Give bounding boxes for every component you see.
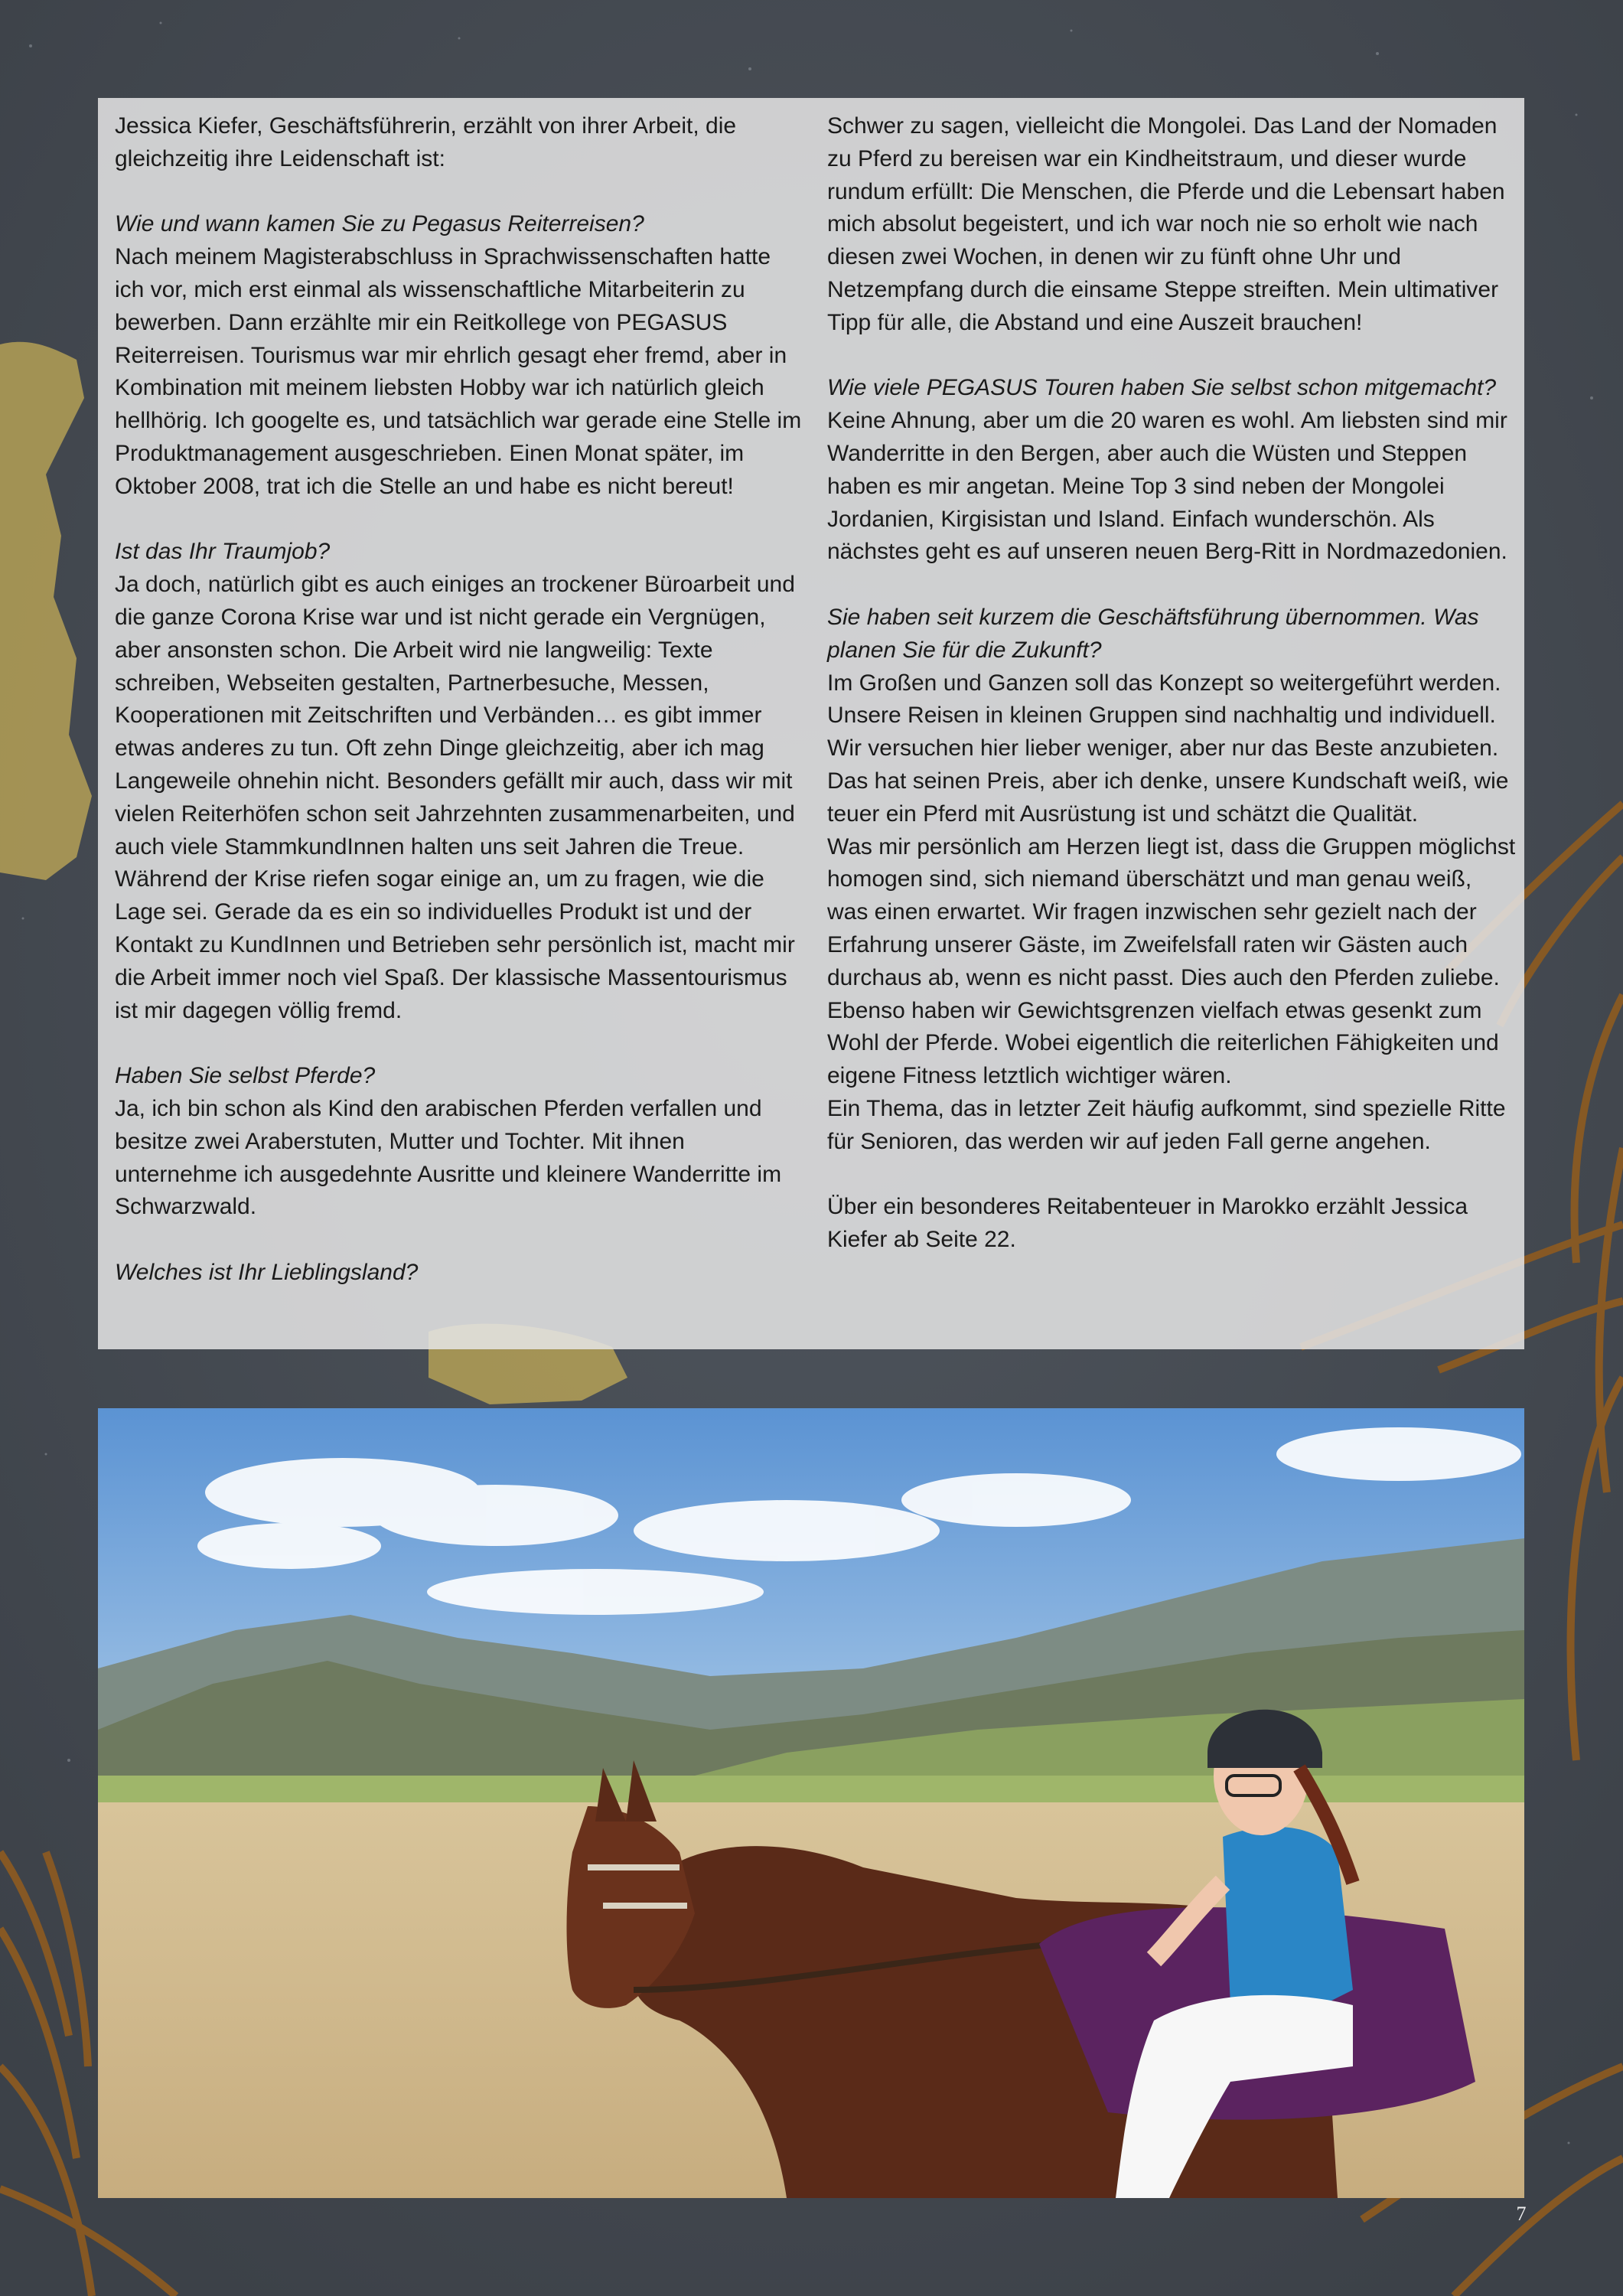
answer-paragraph: Ein Thema, das in letzter Zeit häufig aufkommt, sind spezielle Ritte für Senioren, das werden wir auf jeden Fall gerne angehen. <box>827 1095 1506 1154</box>
question-heading: Ist das Ihr Traumjob? <box>115 539 331 565</box>
intro-paragraph: Jessica Kiefer, Geschäftsführerin, erzählt von ihrer Arbeit, die gleichzeitig ihre Leidenschaft ist: <box>115 113 737 171</box>
question-heading: Welches ist Ihr Lieblingsland? <box>115 1259 419 1285</box>
answer-paragraph: Nach meinem Magisterabschluss in Sprachwissenschaften hatte ich vor, mich erst einmal als wissenschaftliche Mitarbeiterin zu bewerben. Dann erzählte mir ein Reitkollege von PEGASUS Reiterreisen. Tourismus war mir ehrlich gesagt eher fremd, aber in Kombination mit meinem liebsten Hobby war ich natürlich gleich hellhörig. Ich googelte es, und tatsächlich war gerade eine Stelle im Produktmanagement ausgeschrieben. Einen Monat später, im Oktober 2008, trat ich die Stelle an und habe es nicht bereut! <box>115 244 802 499</box>
article-text-panel <box>98 98 1524 1349</box>
answer-paragraph: Was mir persönlich am Herzen liegt ist, dass die Gruppen möglichst homogen sind, sich niemand überschätzt und man genau weiß, was einen erwartet. Wir fragen inzwischen sehr gezielt nach der Erfahrung unserer Gäste, im Zweifelsfall raten wir Gästen auch durchaus ab, wenn es nicht passt. Dies auch den Pferden zuliebe. Ebenso haben wir Gewichtsgrenzen vielfach etwas gesenkt zum Wohl der Pferde. Wobei eigentlich die reiterlichen Fähigkeiten und eigene Fitness letztlich wichtiger wären. <box>827 833 1516 1089</box>
question-heading: Wie und wann kamen Sie zu Pegasus Reiterreisen? <box>115 211 644 237</box>
answer-paragraph: Keine Ahnung, aber um die 20 waren es wohl. Am liebsten sind mir Wanderritte in den Bergen, aber auch die Wüsten und Steppen haben es mir angetan. Meine Top 3 sind neben der Mongolei Jordanien, Kirgisistan und Island. Einfach wunderschön. Als nächstes geht es auf unseren neuen Berg-Ritt in Nordmazedonien. <box>827 408 1507 565</box>
answer-paragraph: Ja doch, natürlich gibt es auch einiges an trockener Büroarbeit und die ganze Corona Krise war und ist nicht gerade ein Vergnügen, aber ansonsten schon. Die Arbeit wird nie langweilig: Texte schreiben, Webseiten gestalten, Partnerbesuche, Messen, Kooperationen mit Zeitschriften und Verbänden… es gibt immer etwas anderes zu tun. Oft zehn Dinge gleichzeitig, aber ich mag Langeweile ohnehin nicht. Besonders gefällt mir auch, dass wir mit vielen Reiterhöfen schon seit Jahrzehnten zusammenarbeiten, und auch viele StammkundInnen halten uns seit Jahren die Treue. Während der Krise riefen sogar einige an, um zu fragen, wie die Lage sei. Gerade da es ein so individuelles Produkt ist und der Kontakt zu KundInnen und Betrieben sehr persönlich ist, macht mir die Arbeit immer noch viel Spaß. Der klassische Massentourismus ist mir dagegen völlig fremd. <box>115 572 795 1023</box>
left-column <box>115 110 803 1290</box>
rider-photo <box>98 1408 1524 2198</box>
answer-paragraph: Schwer zu sagen, vielleicht die Mongolei. Das Land der Nomaden zu Pferd zu bereisen war ein Kindheitstraum, und dieser wurde rundum erfüllt: Die Menschen, die Pferde und die Lebensart haben mich absolut begeistert, und ich war noch nie so erholt wie nach diesen zwei Wochen, in denen wir zu fünft ohne Uhr und Netzempfang durch die einsame Steppe streiften. Mein ultimativer Tipp für alle, die Abstand und eine Auszeit brauchen! <box>827 113 1505 335</box>
right-column <box>827 110 1516 1257</box>
question-heading: Haben Sie selbst Pferde? <box>115 1063 376 1089</box>
question-heading: Wie viele PEGASUS Touren haben Sie selbst schon mitgemacht? <box>827 375 1497 401</box>
question-heading: Sie haben seit kurzem die Geschäftsführung übernommen. Was planen Sie für die Zukunft? <box>827 604 1479 663</box>
page-number: 7 <box>1516 2203 1527 2225</box>
answer-paragraph: Ja, ich bin schon als Kind den arabischen Pferden verfallen und besitze zwei Araberstuten, Mutter und Tochter. Mit ihnen unternehme ich ausgedehnte Ausritte und kleinere Wanderritte im Schwarzwald. <box>115 1095 782 1220</box>
answer-paragraph: Im Großen und Ganzen soll das Konzept so weitergeführt werden. Unsere Reisen in kleinen Gruppen sind nachhaltig und individuell. Wir versuchen hier lieber weniger, aber nur das Beste anzubieten. Das hat seinen Preis, aber ich denke, unsere Kundschaft weiß, wie teuer ein Pferd mit Ausrüstung ist und schätzt die Qualität. <box>827 670 1509 827</box>
closing-note: Über ein besonderes Reitabenteuer in Marokko erzählt Jessica Kiefer ab Seite 22. <box>827 1194 1468 1253</box>
